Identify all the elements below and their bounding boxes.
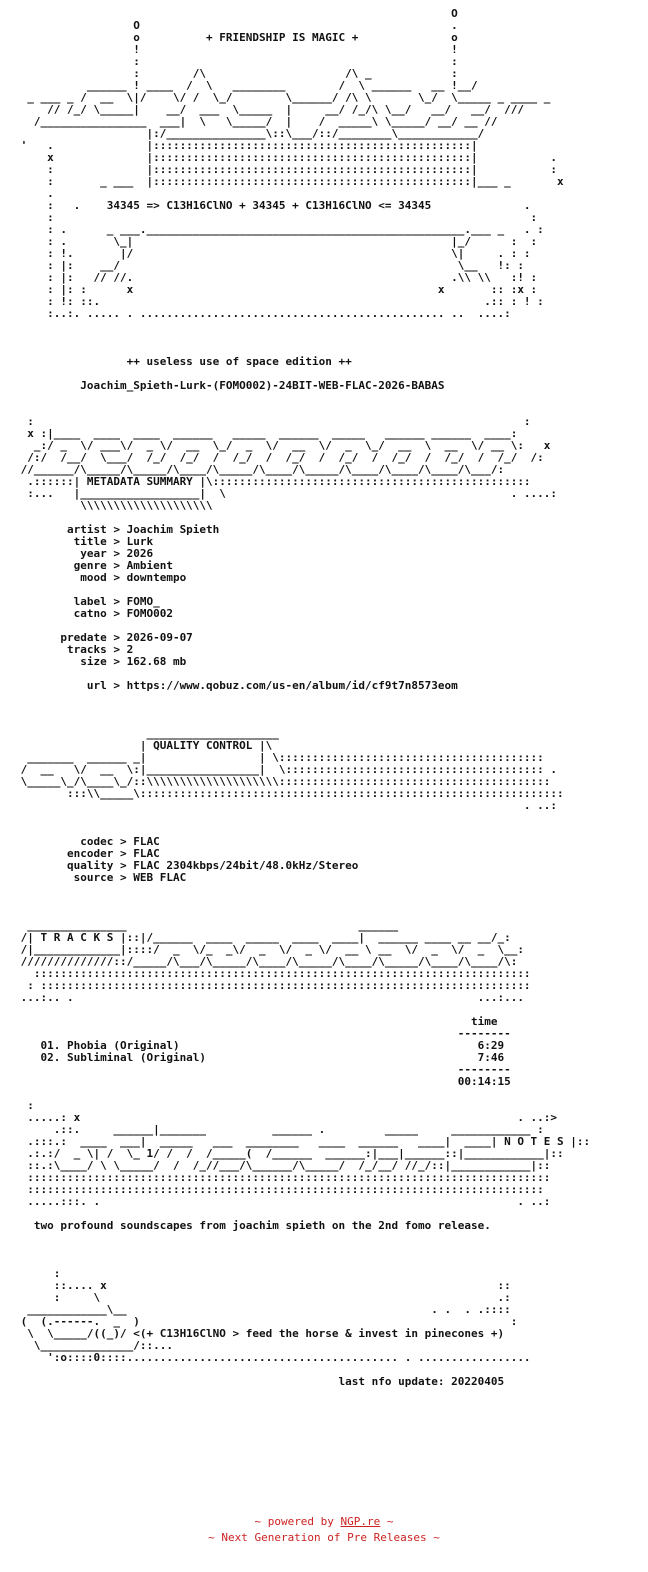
nfo-line: two profound soundscapes from joachim spieth on the 2nd fomo release. [14, 1219, 491, 1232]
nfo-line: ______ ! ____ / \ ________ / \ ______ __ !__/ [14, 79, 478, 92]
powered-by-prefix: ~ powered by [254, 1515, 341, 1528]
nfo-line: title > Lurk [14, 535, 154, 548]
nfo-line: 02. Subliminal (Original) 7:46 [14, 1051, 505, 1064]
nfo-line: catno > FOMO002 [14, 607, 173, 620]
nfo-line: : \ .: [14, 1291, 511, 1304]
nfo-line: _:/ _ \/ ___\/ _ \/ __ \_/ _ \/ __ \/ _ \_/ __ \ __ \/ __ \: x [14, 439, 551, 452]
nfo-line: url > https://www.qobuz.com/us-en/album/id/cf9t7n8573eom [14, 679, 458, 692]
nfo-line: : !: ::. .:: : ! : [14, 295, 544, 308]
nfo-line: _______________ ______ [14, 919, 399, 932]
nfo-line: .....: x . ..:> [14, 1111, 558, 1124]
nfo-line: -------- [14, 1027, 511, 1040]
nfo-line: x |::::::::::::::::::::::::::::::::::::::::::::::::| . [14, 151, 558, 164]
nfo-line: .....:::. . . ..: [14, 1195, 551, 1208]
powered-by-suffix: ~ [380, 1515, 394, 1528]
nfo-line: : _ ___ |::::::::::::::::::::::::::::::::::::::::::::::::|___ _ x [14, 175, 564, 188]
nfo-line: / __ \/ __ \:|_________________| \::::::::::::::::::::::::::::::::::::::: . [14, 763, 558, 776]
nfo-line: :::::::::::::::::::::::::::::::::::::::::::::::::::::::::::::::::::::::::::::: [14, 1183, 544, 1196]
nfo-line: ' . |::::::::::::::::::::::::::::::::::::::::::::::::| [14, 139, 478, 152]
nfo-line: :::\\_____\:::::::::::::::::::::::::::::::::::::::::::::::::::::::::::::::: [14, 787, 564, 800]
nfo-line: quality > FLAC 2304kbps/24bit/48.0kHz/Stereo [14, 859, 359, 872]
nfo-line: /________________ ___| \ \_____/ | / _____\ \_____/ __/ __ // [14, 115, 498, 128]
nfo-line: .::. ______|_______ ______ . _____ ____________ : [14, 1123, 544, 1136]
nfo-line: /:/ /__/ \___/ /_/ /_/ / /_/ / /_/ / /_/ / /_/ / /_/ / /_/ /: [14, 451, 544, 464]
nfo-line: : . 34345 => C13H16ClNO + 34345 + C13H16ClNO <= 34345 . [14, 199, 531, 212]
nfo-line: ::.... x :: [14, 1279, 511, 1292]
nfo-line: x :|____ ____ ____ ______ _____ ______ _____ ______ ______ ____: [14, 427, 518, 440]
nfo-line: /|_____________|::::/ _ \/_ _\/ _ \/ _ \/ __ \ __ \/ _ \/ _ \__: [14, 943, 524, 956]
nfo-line: | QUALITY CONTROL |\ [14, 739, 273, 752]
nfo-line: O [14, 7, 458, 20]
tagline: ~ Next Generation of Pre Releases ~ [208, 1531, 440, 1544]
nfo-line: ++ useless use of space edition ++ [14, 355, 352, 368]
nfo-line: : |: __/ \__ !: : [14, 259, 524, 272]
nfo-line: -------- [14, 1063, 511, 1076]
nfo-line: : |::::::::::::::::::::::::::::::::::::::::::::::::| : [14, 163, 558, 176]
nfo-line: : : [14, 415, 531, 428]
nfo-line: ':o::::0::::......................................... . ................. [14, 1351, 531, 1364]
nfo-line: _______ ______ _| | \:::::::::::::::::::::::::::::::::::::::: [14, 751, 544, 764]
nfo-line: O . [14, 19, 458, 32]
nfo-line: ...:.. . ...:... [14, 991, 524, 1004]
nfo-line: .::::::| METADATA SUMMARY |\:::::::::::::::::::::::::::::::::::::::::::::::: [14, 475, 531, 488]
nfo-line: size > 162.68 mb [14, 655, 187, 668]
nfo-line: source > WEB FLAC [14, 871, 187, 884]
nfo-line: tracks > 2 [14, 643, 134, 656]
nfo-line: // /_/ \_____| __/ ___ \_____ | __/ /_/\ \__/ __/ __/ /// [14, 103, 524, 116]
nfo-line: .:::.: ____ ___| _____ ___ ________ ____ ______ ____| ____| N O T E S |:: [14, 1135, 591, 1148]
powered-by-line [0, 1514, 648, 1530]
nfo-line: \_____\_/\____\_/::\\\\\\\\\\\\\\\\\\\\::::::::::::::::::::::::::::::::::::::::: [14, 775, 551, 788]
nfo-line: o + FRIENDSHIP IS MAGIC + o [14, 31, 458, 44]
nfo-line: encoder > FLAC [14, 847, 160, 860]
nfo-line: : : [14, 55, 458, 68]
nfo-line: //______/\_____/\_____/\____/\_____/\____/\_____/\____/\____/\____/\___/: [14, 463, 505, 476]
nfo-line: ::.:\____/ \ \_____/ / /_//___/\______/\_____/ /_/__/ //_/::|____________|:: [14, 1159, 551, 1172]
nfo-line: \\\\\\\\\\\\\\\\\\\\ [14, 499, 213, 512]
nfo-line: : !. |/ \| . : : [14, 247, 531, 260]
nfo-line: : [14, 1099, 34, 1112]
nfo-line: : |: : x x :: :x : [14, 283, 538, 296]
nfo-line: : : [14, 211, 538, 224]
nfo-line: : [14, 1267, 61, 1280]
nfo-line: ____________\__ . . . .:::: [14, 1303, 511, 1316]
nfo-line: : /\ /\ _ : [14, 67, 458, 80]
nfo-line: 00:14:15 [14, 1075, 511, 1088]
nfo-line: codec > FLAC [14, 835, 160, 848]
nfo-line: label > FOMO_ [14, 595, 160, 608]
nfo-line: .:.:/ _ \| / \_ 1/ / / /_____( /______ ______:|___|______::|____________|:: [14, 1147, 564, 1160]
ngp-link[interactable]: NGP.re [340, 1515, 381, 1528]
nfo-line: ! ! [14, 43, 458, 56]
nfo-line: year > 2026 [14, 547, 154, 560]
nfo-line: : . \_| |_/ : : [14, 235, 538, 248]
nfo-line: ::::::::::::::::::::::::::::::::::::::::::::::::::::::::::::::::::::::::::: [14, 967, 531, 980]
nfo-line: : |: // //. .\\ \\ :! : [14, 271, 538, 284]
nfo-line: : :::::::::::::::::::::::::::::::::::::::::::::::::::::::::::::::::::::::::: [14, 979, 531, 992]
nfo-line: :..:. ..... . .............................................. .. ....: [14, 307, 511, 320]
nfo-line: \______________/::... [14, 1339, 173, 1352]
nfo-line: . ..: [14, 799, 558, 812]
nfo-line: genre > Ambient [14, 559, 173, 572]
nfo-line: ( (.------. _ ) : [14, 1315, 518, 1328]
nfo-line: ____________________ [14, 727, 279, 740]
nfo-line: /| T R A C K S |::|/______ ____ _____ ____ ____| ______ ____ __ __/_: [14, 931, 511, 944]
nfo-line: mood > downtempo [14, 571, 187, 584]
nfo-line: last nfo update: 20220405 [14, 1375, 505, 1388]
nfo-line: artist > Joachim Spieth [14, 523, 220, 536]
nfo-line: //////////////::/_____/\___/\_____/\____/\_____/\____/\_____/\____/\____/\: [14, 955, 518, 968]
nfo-line: predate > 2026-09-07 [14, 631, 193, 644]
nfo-line: _ ___ _ / __ \|/ \/ / \_/ \______/ /\ \ \_/ \_____ _ ____ _ [14, 91, 551, 104]
nfo-line: . [14, 187, 54, 200]
nfo-line: : . _ ___.________________________________________________.___ _ . : [14, 223, 544, 236]
nfo-line: ::::::::::::::::::::::::::::::::::::::::::::::::::::::::::::::::::::::::::::::: [14, 1171, 551, 1184]
nfo-text [0, 8, 648, 1388]
nfo-line: \ \_____/((_)/ <(+ C13H16ClNO > feed the horse & invest in pinecones +) [14, 1327, 505, 1340]
nfo-line: 01. Phobia (Original) 6:29 [14, 1039, 505, 1052]
nfo-line: :... |__________________| \ . ....: [14, 487, 558, 500]
nfo-line: time [14, 1015, 498, 1028]
nfo-line: |:/_______________\::\___/::/________\____________/ [14, 127, 485, 140]
nfo-line: Joachim_Spieth-Lurk-(FOMO002)-24BIT-WEB-FLAC-2026-BABAS [14, 379, 445, 392]
